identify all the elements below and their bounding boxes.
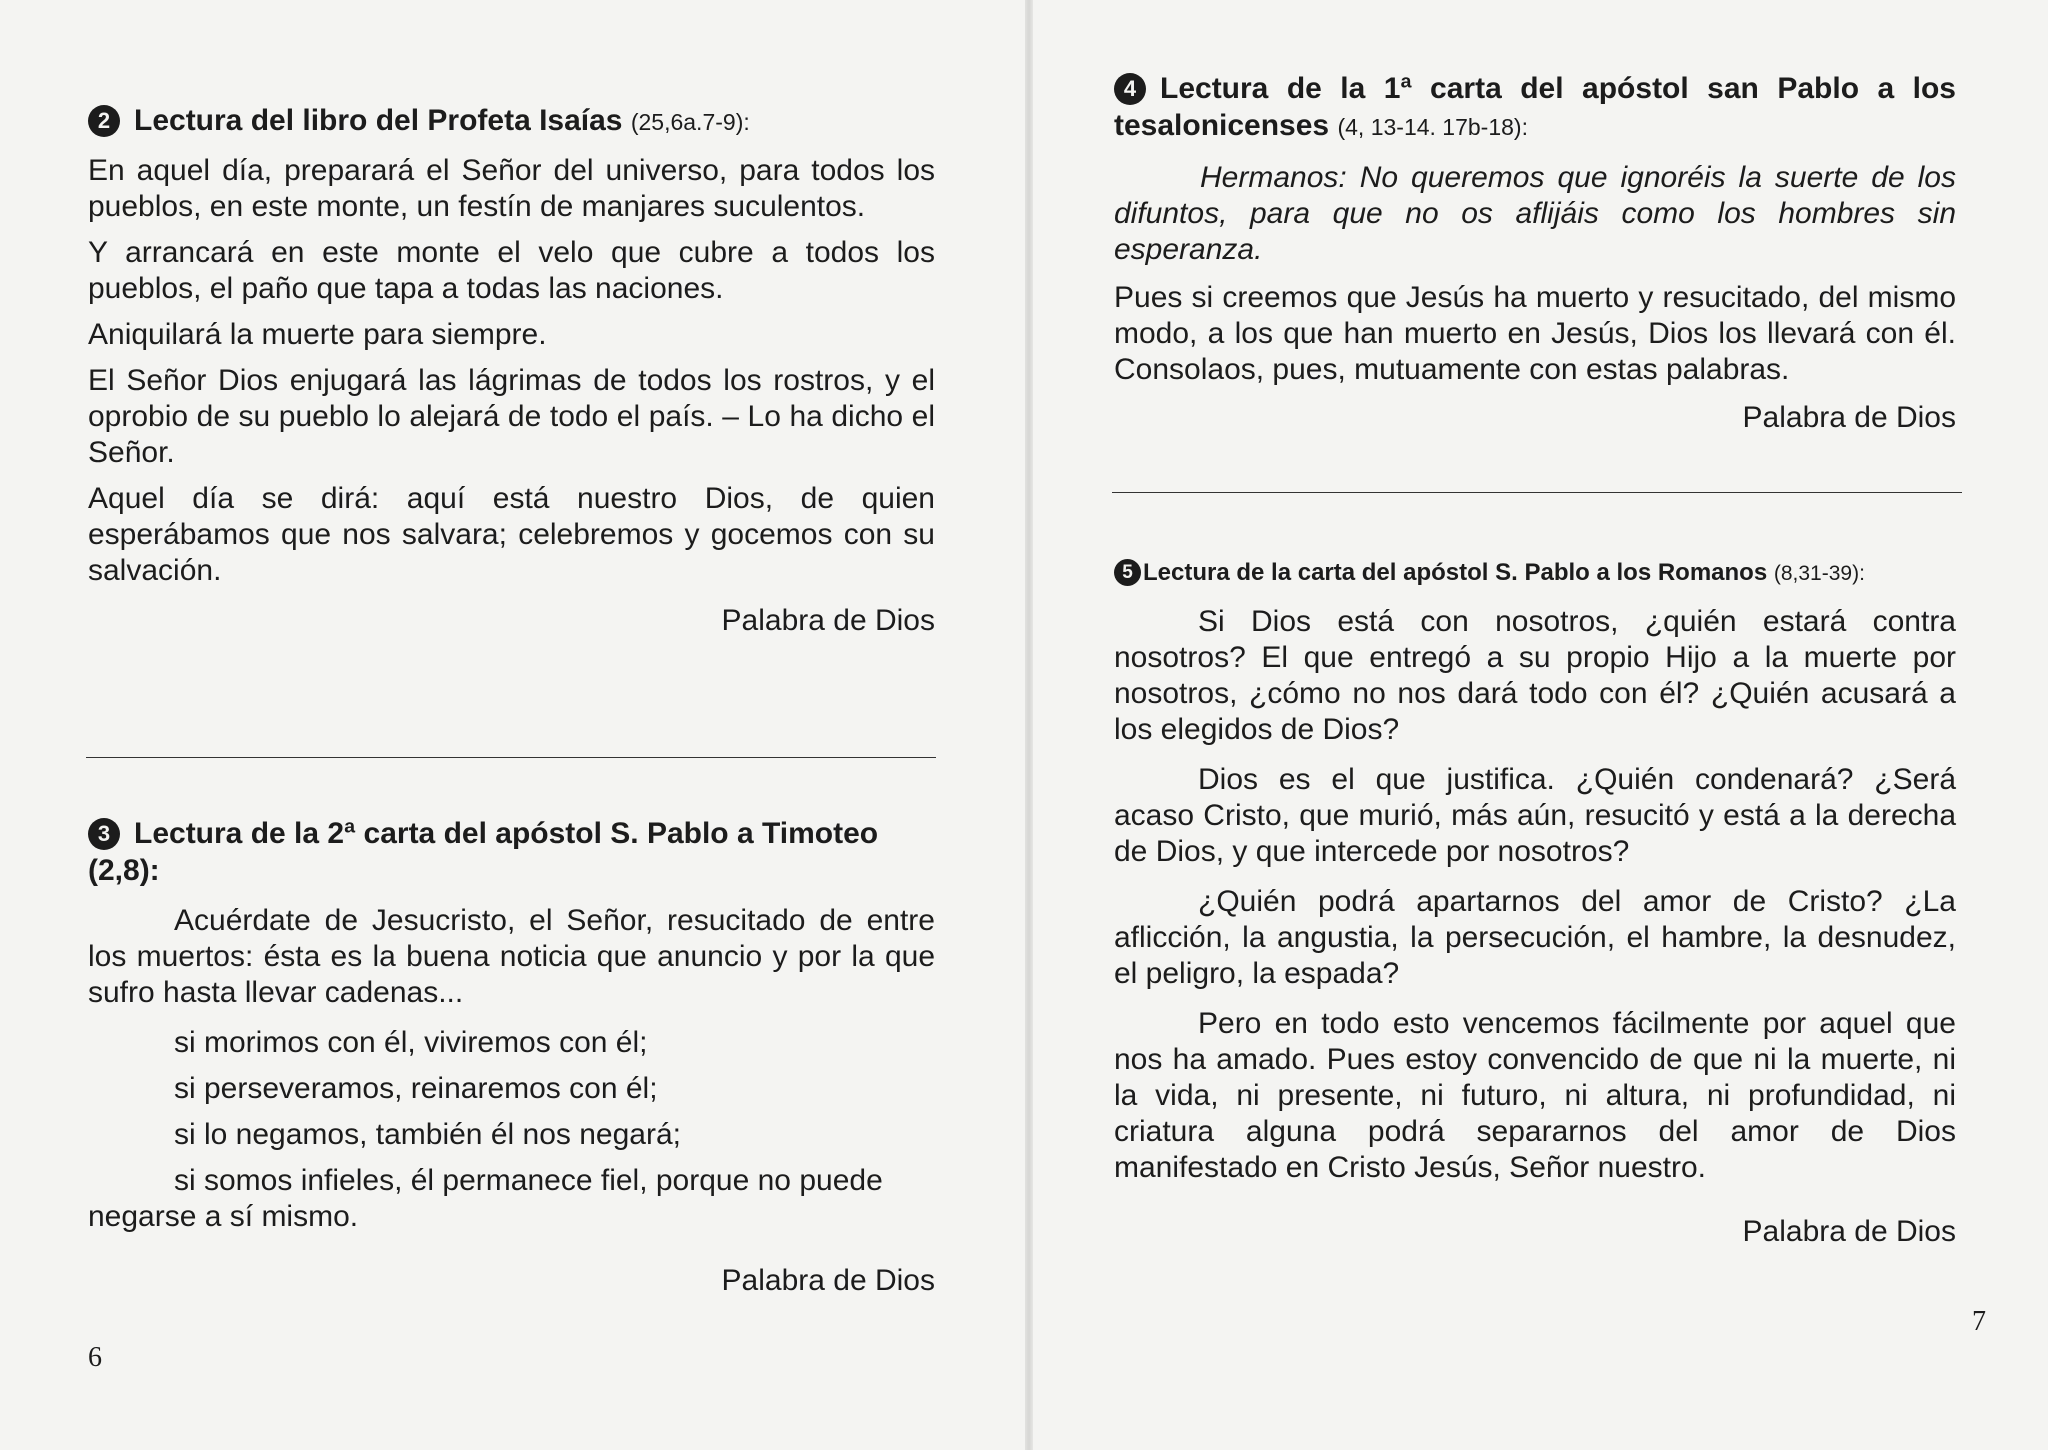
number-5-badge: 5 bbox=[1114, 559, 1141, 586]
reading-5-title: Lectura de la carta del apóstol S. Pablo a los Romanos bbox=[1143, 559, 1768, 586]
reading-2-closing: Palabra de Dios bbox=[721, 604, 935, 637]
reading-3-closing: Palabra de Dios bbox=[721, 1264, 935, 1297]
right-page bbox=[1033, 0, 2048, 1450]
reading-5 bbox=[1114, 554, 1956, 1250]
number-4-badge: 4 bbox=[1114, 73, 1146, 105]
page-number: 7 bbox=[1972, 1306, 1986, 1337]
reading-3-verse: si lo negamos, también él nos negará; bbox=[174, 1118, 681, 1151]
reading-5-paragraph: Pero en todo esto vencemos fácilmente por aquel que nos ha amado. Pues estoy convencido de que ni la muerte, ni la vida, ni presente, ni futuro, ni altura, ni profundidad, ni criatura alguna podrá separarnos del amor de Dios manifestado en Cristo Jesús, Señor nuestro. bbox=[1114, 1007, 1956, 1184]
reading-3-verse: si morimos con él, viviremos con él; bbox=[174, 1026, 648, 1059]
reading-3-verse: si perseveramos, reinaremos con él; bbox=[174, 1072, 658, 1105]
reading-3-verse: si somos infieles, él permanece fiel, porque no puede negarse a sí mismo. bbox=[88, 1164, 883, 1233]
reading-3 bbox=[88, 815, 935, 1299]
reading-4-reference: (4, 13-14. 17b-18): bbox=[1337, 114, 1528, 140]
page-number: 6 bbox=[88, 1342, 102, 1373]
reading-2-paragraph: El Señor Dios enjugará las lágrimas de todos los rostros, y el oprobio de su pueblo lo alejará de todo el país. – Lo ha dicho el Señor. bbox=[88, 364, 935, 469]
reading-2-paragraph: Aquel día se dirá: aquí está nuestro Dios, de quien esperábamos que nos salvara; celebremos y gocemos con su salvación. bbox=[88, 482, 935, 587]
reading-4-closing: Palabra de Dios bbox=[1742, 401, 1956, 434]
reading-5-reference: (8,31-39): bbox=[1773, 562, 1865, 585]
reading-2-heading bbox=[88, 102, 935, 141]
reading-5-paragraph: Dios es el que justifica. ¿Quién condenará? ¿Será acaso Cristo, que murió, más aún, resucitó y está a la derecha de Dios, y que intercede por nosotros? bbox=[1114, 763, 1956, 868]
reading-2-title: Lectura del libro del Profeta Isaías bbox=[134, 104, 623, 137]
reading-2-reference: (25,6a.7-9): bbox=[630, 109, 750, 135]
reading-4 bbox=[1114, 70, 1956, 436]
reading-5-paragraph: ¿Quién podrá apartarnos del amor de Cristo? ¿La aflicción, la angustia, la persecución, el hambre, la desnudez, el peligro, la espada? bbox=[1114, 885, 1956, 990]
reading-4-heading bbox=[1114, 70, 1956, 146]
reading-2-paragraph: En aquel día, preparará el Señor del universo, para todos los pueblos, en este monte, un festín de manjares suculentos. bbox=[88, 154, 935, 223]
reading-3-intro: Acuérdate de Jesucristo, el Señor, resucitado de entre los muertos: ésta es la buena noticia que anuncio y por la que sufro hasta llevar cadenas... bbox=[88, 904, 935, 1009]
reading-3-heading bbox=[88, 815, 935, 889]
reading-4-paragraph: Pues si creemos que Jesús ha muerto y resucitado, del mismo modo, a los que han muerto en Jesús, Dios los llevará con él. Consolaos, pues, mutuamente con estas palabras. bbox=[1114, 281, 1956, 386]
spine-gutter bbox=[1025, 0, 1033, 1450]
reading-5-closing: Palabra de Dios bbox=[1742, 1215, 1956, 1248]
reading-4-italic-paragraph: Hermanos: No queremos que ignoréis la suerte de los difuntos, para que no os aflijáis como los hombres sin esperanza. bbox=[1114, 161, 1956, 266]
section-divider bbox=[1112, 492, 1962, 493]
reading-3-title: Lectura de la 2ª carta del apóstol S. Pablo a Timoteo bbox=[134, 817, 879, 850]
number-2-badge: 2 bbox=[88, 105, 120, 137]
reading-2 bbox=[88, 102, 935, 639]
reading-2-paragraph: Aniquilará la muerte para siempre. bbox=[88, 318, 547, 351]
section-divider bbox=[86, 757, 936, 758]
reading-3-reference: (2,8): bbox=[88, 854, 160, 887]
reading-4-title: Lectura de la 1ª carta del apóstol san Pablo a los tesalonicenses bbox=[1114, 72, 1956, 142]
reading-5-heading bbox=[1114, 554, 1956, 592]
reading-2-paragraph: Y arrancará en este monte el velo que cubre a todos los pueblos, el paño que tapa a todas las naciones. bbox=[88, 236, 935, 305]
number-3-badge: 3 bbox=[88, 818, 120, 850]
reading-5-paragraph: Si Dios está con nosotros, ¿quién estará contra nosotros? El que entregó a su propio Hijo a la muerte por nosotros, ¿cómo no nos dará todo con él? ¿Quién acusará a los elegidos de Dios? bbox=[1114, 605, 1956, 746]
